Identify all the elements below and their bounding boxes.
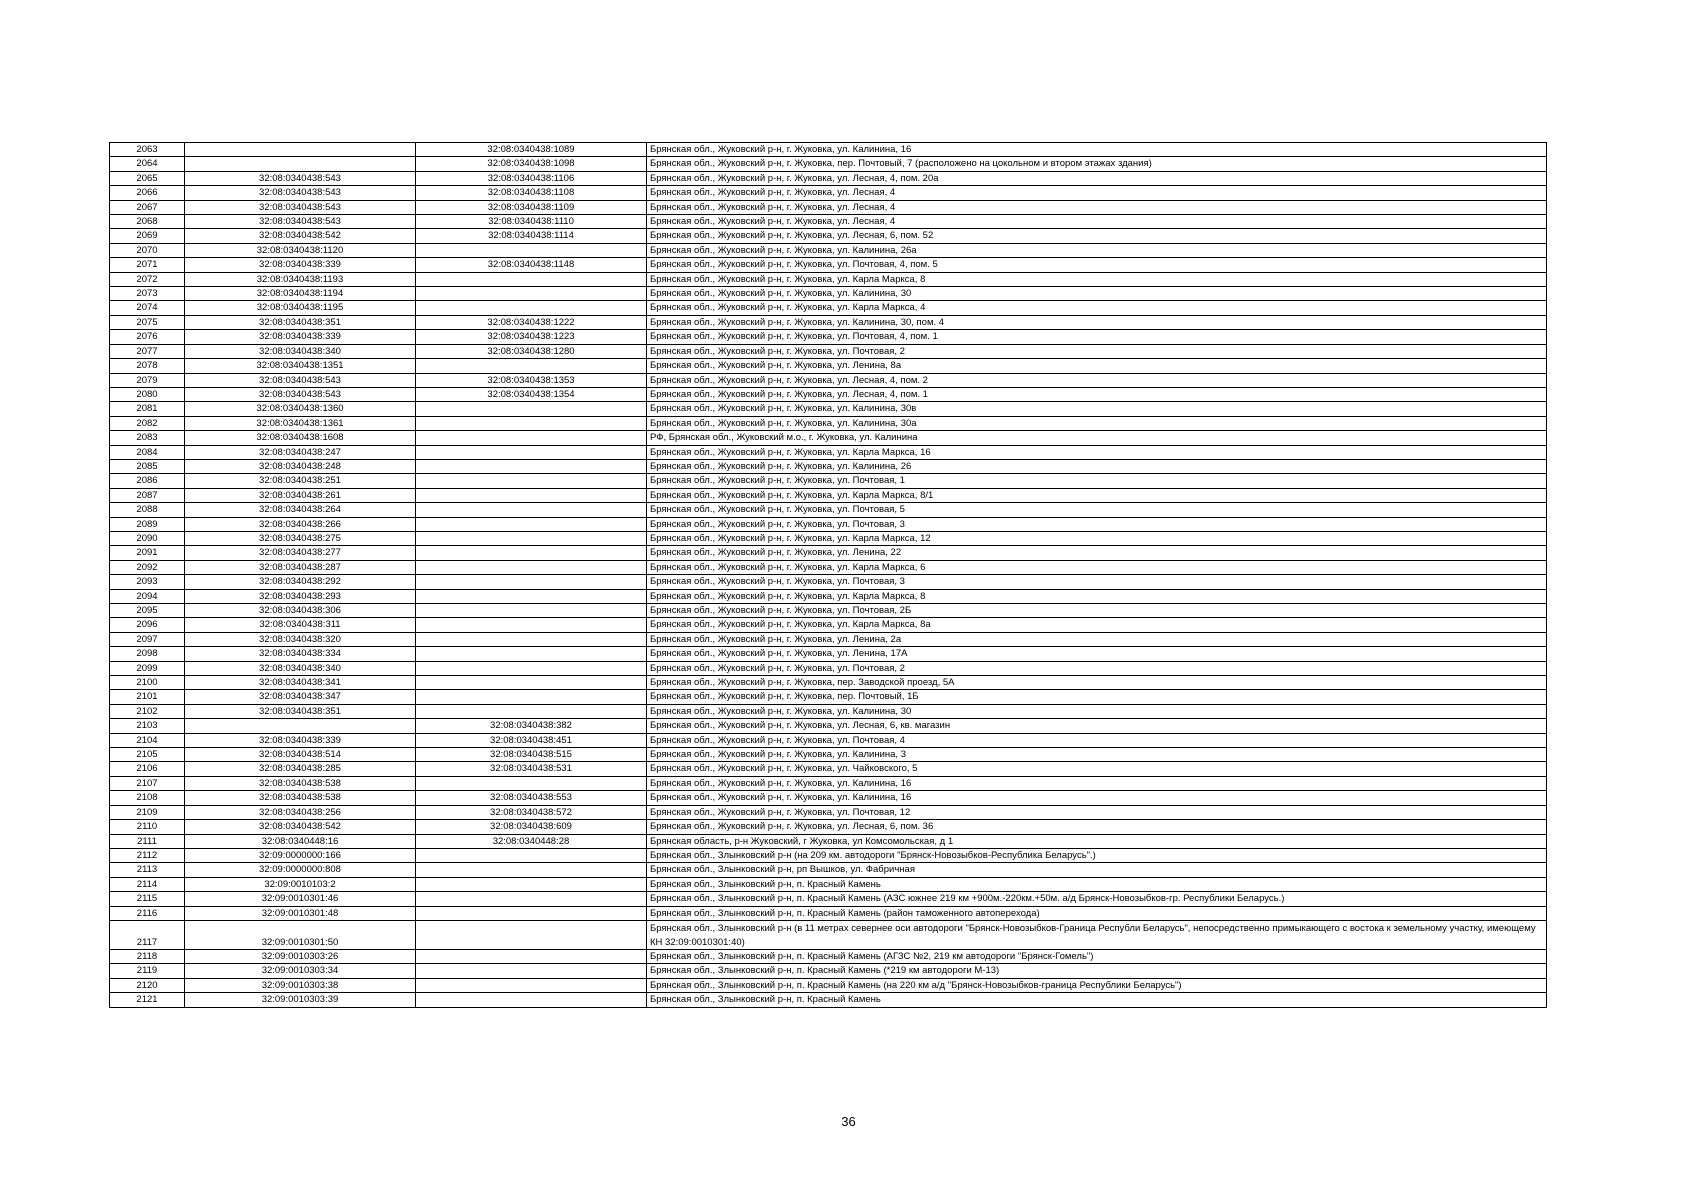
land-cadastral-number-cell: 32:08:0340438:306 xyxy=(185,604,416,618)
address-cell: Брянская обл., Жуковский р-н, г. Жуковка, ул. Калинина, 16 xyxy=(647,791,1547,805)
land-cadastral-number-cell: 32:08:0340438:543 xyxy=(185,373,416,387)
building-cadastral-number-cell xyxy=(416,589,647,603)
table-row xyxy=(110,863,1547,877)
table-row xyxy=(110,243,1547,257)
row-number-cell: 2076 xyxy=(110,330,185,344)
land-cadastral-number-cell: 32:08:0340438:275 xyxy=(185,531,416,545)
address-cell: Брянская обл., Жуковский р-н, г. Жуковка, ул. Калинина, 16 xyxy=(647,776,1547,790)
address-cell: Брянская обл., Жуковский р-н, г. Жуковка, ул. Ленина, 2а xyxy=(647,632,1547,646)
address-cell: Брянская обл., Жуковский р-н, г. Жуковка, ул. Карла Маркса, 4 xyxy=(647,301,1547,315)
table-row xyxy=(110,978,1547,992)
row-number-cell: 2110 xyxy=(110,820,185,834)
address-cell: Брянская обл., Жуковский р-н, г. Жуковка, ул. Почтовая, 2 xyxy=(647,344,1547,358)
row-number-cell: 2115 xyxy=(110,892,185,906)
row-number-cell: 2117 xyxy=(110,920,185,949)
address-cell: Брянская обл., Жуковский р-н, г. Жуковка, ул. Карла Маркса, 8/1 xyxy=(647,488,1547,502)
address-cell: Брянская обл., Жуковский р-н, г. Жуковка, ул. Ленина, 17А xyxy=(647,647,1547,661)
land-cadastral-number-cell xyxy=(185,719,416,733)
address-cell: Брянская обл., Жуковский р-н, г. Жуковка, ул. Почтовая, 4, пом. 5 xyxy=(647,258,1547,272)
building-cadastral-number-cell: 32:08:0340438:1110 xyxy=(416,215,647,229)
address-cell: Брянская обл., Жуковский р-н, г. Жуковка, ул. Карла Маркса, 8а xyxy=(647,618,1547,632)
building-cadastral-number-cell: 32:08:0340438:451 xyxy=(416,733,647,747)
address-cell: РФ, Брянская обл., Жуковский м.о., г. Жуковка, ул. Калинина xyxy=(647,431,1547,445)
table-row xyxy=(110,560,1547,574)
row-number-cell: 2077 xyxy=(110,344,185,358)
row-number-cell: 2063 xyxy=(110,143,185,157)
table-row xyxy=(110,546,1547,560)
table-row xyxy=(110,272,1547,286)
table-row xyxy=(110,474,1547,488)
building-cadastral-number-cell: 32:08:0340438:1109 xyxy=(416,200,647,214)
land-cadastral-number-cell: 32:08:0340438:351 xyxy=(185,704,416,718)
row-number-cell: 2104 xyxy=(110,733,185,747)
land-cadastral-number-cell: 32:08:0340438:287 xyxy=(185,560,416,574)
table-row xyxy=(110,387,1547,401)
row-number-cell: 2069 xyxy=(110,229,185,243)
land-cadastral-number-cell: 32:08:0340438:1351 xyxy=(185,359,416,373)
land-cadastral-number-cell: 32:08:0340438:1194 xyxy=(185,287,416,301)
row-number-cell: 2111 xyxy=(110,834,185,848)
address-cell: Брянская обл., Злынковский р-н, п. Красный Камень (АЗС южнее 219 км +900м.-220км.+50м. а/д Брянск-Новозыбков-гр. Республики Беларусь.) xyxy=(647,892,1547,906)
land-cadastral-number-cell: 32:08:0340438:538 xyxy=(185,791,416,805)
row-number-cell: 2108 xyxy=(110,791,185,805)
row-number-cell: 2068 xyxy=(110,215,185,229)
building-cadastral-number-cell xyxy=(416,488,647,502)
building-cadastral-number-cell: 32:08:0340438:1089 xyxy=(416,143,647,157)
table-row xyxy=(110,848,1547,862)
table-row xyxy=(110,762,1547,776)
address-cell: Брянская обл., Жуковский р-н, г. Жуковка, ул. Карла Маркса, 16 xyxy=(647,445,1547,459)
address-cell: Брянская обл., Жуковский р-н, г. Жуковка, ул. Лесная, 6, пом. 36 xyxy=(647,820,1547,834)
address-cell: Брянская обл., Жуковский р-н, г. Жуковка, ул. Калинина, 30а xyxy=(647,416,1547,430)
building-cadastral-number-cell: 32:08:0340438:1280 xyxy=(416,344,647,358)
row-number-cell: 2066 xyxy=(110,186,185,200)
table-row xyxy=(110,315,1547,329)
row-number-cell: 2091 xyxy=(110,546,185,560)
table-row xyxy=(110,402,1547,416)
address-cell: Брянская обл., Злынковский р-н, п. Красный Камень (АГЗС №2, 219 км автодороги "Брянск-Гомель") xyxy=(647,949,1547,963)
building-cadastral-number-cell xyxy=(416,690,647,704)
building-cadastral-number-cell xyxy=(416,964,647,978)
row-number-cell: 2118 xyxy=(110,949,185,963)
table-row xyxy=(110,805,1547,819)
land-cadastral-number-cell: 32:08:0340438:538 xyxy=(185,776,416,790)
building-cadastral-number-cell xyxy=(416,949,647,963)
land-cadastral-number-cell: 32:08:0340438:543 xyxy=(185,387,416,401)
row-number-cell: 2116 xyxy=(110,906,185,920)
table-row xyxy=(110,445,1547,459)
land-cadastral-number-cell: 32:08:0340438:514 xyxy=(185,748,416,762)
land-cadastral-number-cell: 32:08:0340438:334 xyxy=(185,647,416,661)
building-cadastral-number-cell xyxy=(416,517,647,531)
building-cadastral-number-cell xyxy=(416,459,647,473)
row-number-cell: 2064 xyxy=(110,157,185,171)
address-cell: Брянская обл., Жуковский р-н, г. Жуковка, ул. Калинина, 30, пом. 4 xyxy=(647,315,1547,329)
table-row xyxy=(110,344,1547,358)
land-cadastral-number-cell: 32:08:0340438:320 xyxy=(185,632,416,646)
building-cadastral-number-cell xyxy=(416,647,647,661)
table-row xyxy=(110,632,1547,646)
address-cell: Брянская область, р-н Жуковский, г Жуковка, ул Комсомольская, д 1 xyxy=(647,834,1547,848)
building-cadastral-number-cell: 32:08:0340438:609 xyxy=(416,820,647,834)
row-number-cell: 2100 xyxy=(110,676,185,690)
land-cadastral-number-cell: 32:08:0340438:543 xyxy=(185,200,416,214)
address-cell: Брянская обл., Жуковский р-н, г. Жуковка, ул. Ленина, 22 xyxy=(647,546,1547,560)
row-number-cell: 2085 xyxy=(110,459,185,473)
address-cell: Брянская обл., Жуковский р-н, г. Жуковка, пер. Почтовый, 7 (расположено на цокольном и втором этажах здания) xyxy=(647,157,1547,171)
building-cadastral-number-cell: 32:08:0340438:531 xyxy=(416,762,647,776)
address-cell: Брянская обл., Злынковский р-н, п. Красный Камень (район таможенного автоперехода) xyxy=(647,906,1547,920)
building-cadastral-number-cell xyxy=(416,776,647,790)
table-row xyxy=(110,748,1547,762)
row-number-cell: 2119 xyxy=(110,964,185,978)
address-cell: Брянская обл., Жуковский р-н, г. Жуковка, ул. Калинина, 26а xyxy=(647,243,1547,257)
building-cadastral-number-cell xyxy=(416,546,647,560)
address-cell: Брянская обл., Злынковский р-н (в 11 метрах севернее оси автодороги "Брянск-Новозыбков-Граница Республи Беларусь", непосредственно примыкающего с востока к земельному участку, имеющему КН 32:09:0010301:40) xyxy=(647,920,1547,949)
row-number-cell: 2092 xyxy=(110,560,185,574)
address-cell: Брянская обл., Жуковский р-н, г. Жуковка, ул. Почтовая, 12 xyxy=(647,805,1547,819)
table-row xyxy=(110,301,1547,315)
building-cadastral-number-cell xyxy=(416,676,647,690)
address-cell: Брянская обл., Злынковский р-н, п. Красный Камень xyxy=(647,993,1547,1007)
land-cadastral-number-cell: 32:08:0340438:340 xyxy=(185,344,416,358)
row-number-cell: 2083 xyxy=(110,431,185,445)
table-row xyxy=(110,503,1547,517)
address-cell: Брянская обл., Жуковский р-н, г. Жуковка, ул. Почтовая, 2Б xyxy=(647,604,1547,618)
address-cell: Брянская обл., Жуковский р-н, г. Жуковка, ул. Почтовая, 4, пом. 1 xyxy=(647,330,1547,344)
table-row xyxy=(110,459,1547,473)
building-cadastral-number-cell: 32:08:0340438:1353 xyxy=(416,373,647,387)
row-number-cell: 2075 xyxy=(110,315,185,329)
address-cell: Брянская обл., Жуковский р-н, г. Жуковка, пер. Заводской проезд, 5А xyxy=(647,676,1547,690)
table-row xyxy=(110,359,1547,373)
address-cell: Брянская обл., Жуковский р-н, г. Жуковка, ул. Карла Маркса, 6 xyxy=(647,560,1547,574)
land-cadastral-number-cell: 32:08:0340438:1608 xyxy=(185,431,416,445)
table-row xyxy=(110,517,1547,531)
building-cadastral-number-cell xyxy=(416,575,647,589)
table-row xyxy=(110,143,1547,157)
land-cadastral-number-cell: 32:08:0340438:285 xyxy=(185,762,416,776)
address-cell: Брянская обл., Жуковский р-н, г. Жуковка, ул. Почтовая, 1 xyxy=(647,474,1547,488)
land-cadastral-number-cell: 32:08:0340438:292 xyxy=(185,575,416,589)
address-cell: Брянская обл., Жуковский р-н, г. Жуковка, ул. Калинина, 3 xyxy=(647,748,1547,762)
row-number-cell: 2070 xyxy=(110,243,185,257)
building-cadastral-number-cell xyxy=(416,531,647,545)
land-cadastral-number-cell: 32:08:0340438:247 xyxy=(185,445,416,459)
building-cadastral-number-cell xyxy=(416,906,647,920)
table-row xyxy=(110,920,1547,949)
table-row xyxy=(110,676,1547,690)
row-number-cell: 2067 xyxy=(110,200,185,214)
land-cadastral-number-cell: 32:08:0340438:248 xyxy=(185,459,416,473)
building-cadastral-number-cell xyxy=(416,503,647,517)
table-row xyxy=(110,661,1547,675)
address-cell: Брянская обл., Злынковский р-н, рп Вышков, ул. Фабричная xyxy=(647,863,1547,877)
building-cadastral-number-cell: 32:08:0340438:1098 xyxy=(416,157,647,171)
table-row xyxy=(110,215,1547,229)
building-cadastral-number-cell xyxy=(416,560,647,574)
land-cadastral-number-cell: 32:08:0340438:256 xyxy=(185,805,416,819)
building-cadastral-number-cell: 32:08:0340438:1222 xyxy=(416,315,647,329)
building-cadastral-number-cell: 32:08:0340438:1148 xyxy=(416,258,647,272)
building-cadastral-number-cell: 32:08:0340448:28 xyxy=(416,834,647,848)
table-row xyxy=(110,531,1547,545)
building-cadastral-number-cell: 32:08:0340438:553 xyxy=(416,791,647,805)
address-cell: Брянская обл., Жуковский р-н, г. Жуковка, ул. Лесная, 4, пом. 20а xyxy=(647,171,1547,185)
land-cadastral-number-cell: 32:08:0340438:311 xyxy=(185,618,416,632)
address-cell: Брянская обл., Жуковский р-н, г. Жуковка, ул. Лесная, 4, пом. 2 xyxy=(647,373,1547,387)
address-cell: Брянская обл., Жуковский р-н, г. Жуковка, ул. Почтовая, 3 xyxy=(647,575,1547,589)
address-cell: Брянская обл., Жуковский р-н, г. Жуковка, ул. Лесная, 4 xyxy=(647,200,1547,214)
row-number-cell: 2088 xyxy=(110,503,185,517)
table-row xyxy=(110,834,1547,848)
land-cadastral-number-cell: 32:09:0010303:39 xyxy=(185,993,416,1007)
land-cadastral-number-cell: 32:09:0000000:166 xyxy=(185,848,416,862)
building-cadastral-number-cell xyxy=(416,445,647,459)
land-cadastral-number-cell: 32:08:0340438:251 xyxy=(185,474,416,488)
building-cadastral-number-cell xyxy=(416,618,647,632)
building-cadastral-number-cell xyxy=(416,243,647,257)
address-cell: Брянская обл., Жуковский р-н, г. Жуковка, ул. Калинина, 30в xyxy=(647,402,1547,416)
land-cadastral-number-cell: 32:08:0340438:1193 xyxy=(185,272,416,286)
row-number-cell: 2079 xyxy=(110,373,185,387)
address-cell: Брянская обл., Жуковский р-н, г. Жуковка, ул. Ленина, 8а xyxy=(647,359,1547,373)
building-cadastral-number-cell: 32:08:0340438:382 xyxy=(416,719,647,733)
address-cell: Брянская обл., Жуковский р-н, г. Жуковка, ул. Калинина, 30 xyxy=(647,287,1547,301)
table-row xyxy=(110,647,1547,661)
land-cadastral-number-cell: 32:08:0340438:339 xyxy=(185,733,416,747)
row-number-cell: 2082 xyxy=(110,416,185,430)
table-row xyxy=(110,330,1547,344)
table-row xyxy=(110,791,1547,805)
address-cell: Брянская обл., Жуковский р-н, г. Жуковка, ул. Карла Маркса, 12 xyxy=(647,531,1547,545)
row-number-cell: 2086 xyxy=(110,474,185,488)
building-cadastral-number-cell xyxy=(416,416,647,430)
building-cadastral-number-cell: 32:08:0340438:1114 xyxy=(416,229,647,243)
row-number-cell: 2109 xyxy=(110,805,185,819)
table-row xyxy=(110,171,1547,185)
address-cell: Брянская обл., Злынковский р-н, п. Красный Камень (на 220 км а/д "Брянск-Новозыбков-граница Республики Беларусь") xyxy=(647,978,1547,992)
building-cadastral-number-cell: 32:08:0340438:1106 xyxy=(416,171,647,185)
building-cadastral-number-cell: 32:08:0340438:572 xyxy=(416,805,647,819)
row-number-cell: 2097 xyxy=(110,632,185,646)
row-number-cell: 2074 xyxy=(110,301,185,315)
table-row xyxy=(110,906,1547,920)
table-row xyxy=(110,431,1547,445)
table-row xyxy=(110,949,1547,963)
address-cell: Брянская обл., Жуковский р-н, г. Жуковка, ул. Почтовая, 3 xyxy=(647,517,1547,531)
land-cadastral-number-cell: 32:08:0340438:347 xyxy=(185,690,416,704)
land-cadastral-number-cell: 32:09:0010301:50 xyxy=(185,920,416,949)
address-cell: Брянская обл., Жуковский р-н, г. Жуковка, ул. Лесная, 6, кв. магазин xyxy=(647,719,1547,733)
land-cadastral-number-cell: 32:08:0340438:277 xyxy=(185,546,416,560)
row-number-cell: 2112 xyxy=(110,848,185,862)
table-row xyxy=(110,776,1547,790)
building-cadastral-number-cell xyxy=(416,993,647,1007)
land-cadastral-number-cell: 32:08:0340438:351 xyxy=(185,315,416,329)
row-number-cell: 2073 xyxy=(110,287,185,301)
table-row xyxy=(110,618,1547,632)
building-cadastral-number-cell xyxy=(416,402,647,416)
land-cadastral-number-cell: 32:08:0340438:543 xyxy=(185,215,416,229)
table-row xyxy=(110,575,1547,589)
land-cadastral-number-cell: 32:08:0340438:1195 xyxy=(185,301,416,315)
row-number-cell: 2072 xyxy=(110,272,185,286)
land-cadastral-number-cell: 32:09:0010303:34 xyxy=(185,964,416,978)
address-cell: Брянская обл., Жуковский р-н, г. Жуковка, ул. Калинина, 30 xyxy=(647,704,1547,718)
row-number-cell: 2103 xyxy=(110,719,185,733)
address-cell: Брянская обл., Жуковский р-н, г. Жуковка, ул. Почтовая, 2 xyxy=(647,661,1547,675)
table-row xyxy=(110,892,1547,906)
land-cadastral-number-cell: 32:08:0340438:261 xyxy=(185,488,416,502)
row-number-cell: 2102 xyxy=(110,704,185,718)
row-number-cell: 2093 xyxy=(110,575,185,589)
table-row xyxy=(110,604,1547,618)
land-cadastral-number-cell: 32:08:0340438:340 xyxy=(185,661,416,675)
land-cadastral-number-cell: 32:08:0340438:264 xyxy=(185,503,416,517)
table-row xyxy=(110,719,1547,733)
table-row xyxy=(110,690,1547,704)
land-cadastral-number-cell: 32:08:0340438:1361 xyxy=(185,416,416,430)
address-cell: Брянская обл., Жуковский р-н, г. Жуковка, пер. Почтовый, 1Б xyxy=(647,690,1547,704)
table-row xyxy=(110,964,1547,978)
row-number-cell: 2101 xyxy=(110,690,185,704)
land-cadastral-number-cell xyxy=(185,143,416,157)
land-cadastral-number-cell: 32:08:0340448:16 xyxy=(185,834,416,848)
row-number-cell: 2121 xyxy=(110,993,185,1007)
row-number-cell: 2065 xyxy=(110,171,185,185)
address-cell: Брянская обл., Жуковский р-н, г. Жуковка, ул. Лесная, 4 xyxy=(647,215,1547,229)
land-cadastral-number-cell: 32:09:0010103:2 xyxy=(185,877,416,891)
address-cell: Брянская обл., Злынковский р-н, п. Красный Камень xyxy=(647,877,1547,891)
row-number-cell: 2089 xyxy=(110,517,185,531)
land-cadastral-number-cell: 32:09:0010303:38 xyxy=(185,978,416,992)
land-cadastral-number-cell: 32:08:0340438:1120 xyxy=(185,243,416,257)
table-row xyxy=(110,200,1547,214)
table-row xyxy=(110,157,1547,171)
land-cadastral-number-cell: 32:08:0340438:339 xyxy=(185,258,416,272)
row-number-cell: 2081 xyxy=(110,402,185,416)
registry-table-body xyxy=(110,143,1547,1008)
row-number-cell: 2084 xyxy=(110,445,185,459)
land-cadastral-number-cell: 32:08:0340438:339 xyxy=(185,330,416,344)
row-number-cell: 2080 xyxy=(110,387,185,401)
land-cadastral-number-cell: 32:08:0340438:293 xyxy=(185,589,416,603)
building-cadastral-number-cell: 32:08:0340438:1223 xyxy=(416,330,647,344)
land-cadastral-number-cell: 32:08:0340438:543 xyxy=(185,186,416,200)
building-cadastral-number-cell xyxy=(416,632,647,646)
building-cadastral-number-cell xyxy=(416,359,647,373)
table-row xyxy=(110,733,1547,747)
address-cell: Брянская обл., Жуковский р-н, г. Жуковка, ул. Чайковского, 5 xyxy=(647,762,1547,776)
row-number-cell: 2078 xyxy=(110,359,185,373)
address-cell: Брянская обл., Жуковский р-н, г. Жуковка, ул. Лесная, 4, пом. 1 xyxy=(647,387,1547,401)
table-row xyxy=(110,488,1547,502)
land-cadastral-number-cell: 32:08:0340438:266 xyxy=(185,517,416,531)
row-number-cell: 2094 xyxy=(110,589,185,603)
land-cadastral-number-cell: 32:08:0340438:542 xyxy=(185,229,416,243)
table-row xyxy=(110,287,1547,301)
building-cadastral-number-cell xyxy=(416,604,647,618)
land-cadastral-number-cell: 32:09:0010301:48 xyxy=(185,906,416,920)
building-cadastral-number-cell xyxy=(416,877,647,891)
land-cadastral-number-cell: 32:08:0340438:542 xyxy=(185,820,416,834)
building-cadastral-number-cell xyxy=(416,661,647,675)
page-number: 36 xyxy=(841,1114,856,1129)
building-cadastral-number-cell xyxy=(416,704,647,718)
address-cell: Брянская обл., Жуковский р-н, г. Жуковка, ул. Карла Маркса, 8 xyxy=(647,272,1547,286)
land-cadastral-number-cell: 32:08:0340438:543 xyxy=(185,171,416,185)
building-cadastral-number-cell: 32:08:0340438:1108 xyxy=(416,186,647,200)
row-number-cell: 2090 xyxy=(110,531,185,545)
table-row xyxy=(110,186,1547,200)
address-cell: Брянская обл., Жуковский р-н, г. Жуковка, ул. Лесная, 6, пом. 52 xyxy=(647,229,1547,243)
table-row xyxy=(110,416,1547,430)
row-number-cell: 2096 xyxy=(110,618,185,632)
row-number-cell: 2105 xyxy=(110,748,185,762)
address-cell: Брянская обл., Жуковский р-н, г. Жуковка, ул. Карла Маркса, 8 xyxy=(647,589,1547,603)
table-row xyxy=(110,704,1547,718)
building-cadastral-number-cell xyxy=(416,848,647,862)
address-cell: Брянская обл., Злынковский р-н, п. Красный Камень (*219 км автодороги М-13) xyxy=(647,964,1547,978)
address-cell: Брянская обл., Жуковский р-н, г. Жуковка, ул. Почтовая, 5 xyxy=(647,503,1547,517)
row-number-cell: 2113 xyxy=(110,863,185,877)
row-number-cell: 2087 xyxy=(110,488,185,502)
building-cadastral-number-cell xyxy=(416,863,647,877)
address-cell: Брянская обл., Злынковский р-н (на 209 км. автодороги "Брянск-Новозыбков-Республика Беларусь".) xyxy=(647,848,1547,862)
registry-table xyxy=(109,142,1547,1008)
table-row xyxy=(110,589,1547,603)
row-number-cell: 2071 xyxy=(110,258,185,272)
row-number-cell: 2099 xyxy=(110,661,185,675)
table-row xyxy=(110,993,1547,1007)
table-row xyxy=(110,820,1547,834)
table-row xyxy=(110,373,1547,387)
land-cadastral-number-cell: 32:08:0340438:341 xyxy=(185,676,416,690)
row-number-cell: 2120 xyxy=(110,978,185,992)
row-number-cell: 2107 xyxy=(110,776,185,790)
land-cadastral-number-cell: 32:09:0010301:46 xyxy=(185,892,416,906)
building-cadastral-number-cell xyxy=(416,301,647,315)
row-number-cell: 2106 xyxy=(110,762,185,776)
land-cadastral-number-cell: 32:09:0000000:808 xyxy=(185,863,416,877)
address-cell: Брянская обл., Жуковский р-н, г. Жуковка, ул. Калинина, 16 xyxy=(647,143,1547,157)
building-cadastral-number-cell xyxy=(416,978,647,992)
building-cadastral-number-cell: 32:08:0340438:515 xyxy=(416,748,647,762)
address-cell: Брянская обл., Жуковский р-н, г. Жуковка, ул. Лесная, 4 xyxy=(647,186,1547,200)
building-cadastral-number-cell: 32:08:0340438:1354 xyxy=(416,387,647,401)
building-cadastral-number-cell xyxy=(416,287,647,301)
building-cadastral-number-cell xyxy=(416,920,647,949)
row-number-cell: 2098 xyxy=(110,647,185,661)
address-cell: Брянская обл., Жуковский р-н, г. Жуковка, ул. Калинина, 26 xyxy=(647,459,1547,473)
building-cadastral-number-cell xyxy=(416,272,647,286)
row-number-cell: 2095 xyxy=(110,604,185,618)
table-row xyxy=(110,258,1547,272)
building-cadastral-number-cell xyxy=(416,474,647,488)
land-cadastral-number-cell: 32:08:0340438:1360 xyxy=(185,402,416,416)
table-row xyxy=(110,877,1547,891)
land-cadastral-number-cell: 32:09:0010303:26 xyxy=(185,949,416,963)
land-cadastral-number-cell xyxy=(185,157,416,171)
address-cell: Брянская обл., Жуковский р-н, г. Жуковка, ул. Почтовая, 4 xyxy=(647,733,1547,747)
building-cadastral-number-cell xyxy=(416,431,647,445)
row-number-cell: 2114 xyxy=(110,877,185,891)
table-row xyxy=(110,229,1547,243)
building-cadastral-number-cell xyxy=(416,892,647,906)
